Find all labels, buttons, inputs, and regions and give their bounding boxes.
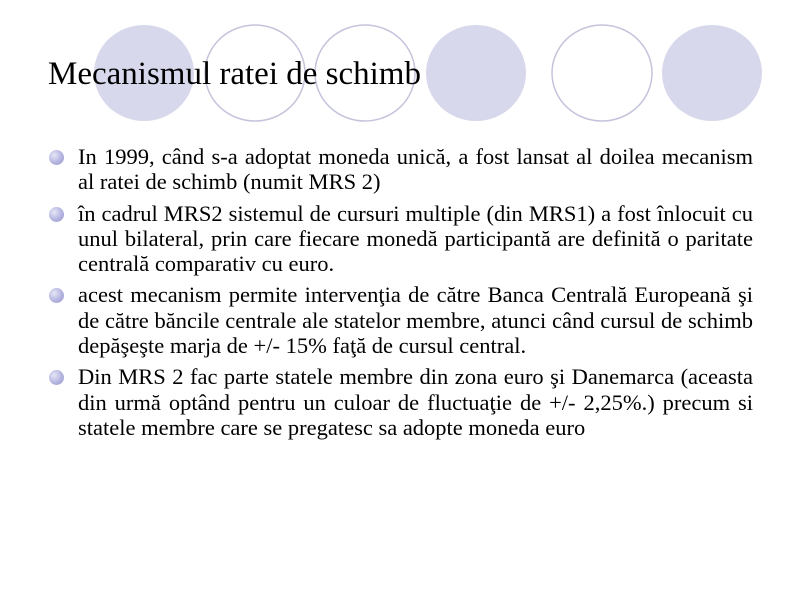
bullet-text: acest mecanism permite intervenţia de către Banca Centrală Europeană şi de către băncile centrale ale statelor membre, atunci când cursul de schimb depăşeşte marja de +/- 15% faţă de cursul central. <box>78 282 753 359</box>
bullet-circle-icon <box>49 288 64 303</box>
bullet-text: In 1999, când s-a adoptat moneda unică, a fost lansat al doilea mecanism al ratei de schimb (numit MRS 2) <box>78 144 753 195</box>
bullet-list <box>47 144 753 446</box>
bullet-text: în cadrul MRS2 sistemul de cursuri multiple (din MRS1) a fost înlocuit cu unul bilateral, prin care fiecare monedă participantă are definită o paritate centrală comparativ cu euro. <box>78 200 753 277</box>
bullet-text: Din MRS 2 fac parte statele membre din zona euro şi Danemarca (aceasta din urmă optând pentru un culoar de fluctuaţie de +/- 2,25%.) precum si statele membre care se pregatesc sa adopte moneda euro <box>78 364 753 440</box>
bullet-item <box>47 282 753 358</box>
bullet-item <box>47 144 753 195</box>
bullet-circle-icon <box>49 207 64 222</box>
deco-circle-outline <box>552 25 652 121</box>
deco-circle-filled <box>426 25 526 121</box>
deco-circle-filled <box>662 25 762 121</box>
bullet-circle-icon <box>49 370 64 385</box>
bullet-item <box>47 364 753 440</box>
bullet-circle-icon <box>49 150 64 165</box>
bullet-item <box>47 201 753 277</box>
slide-title: Mecanismul ratei de schimb <box>48 56 421 92</box>
